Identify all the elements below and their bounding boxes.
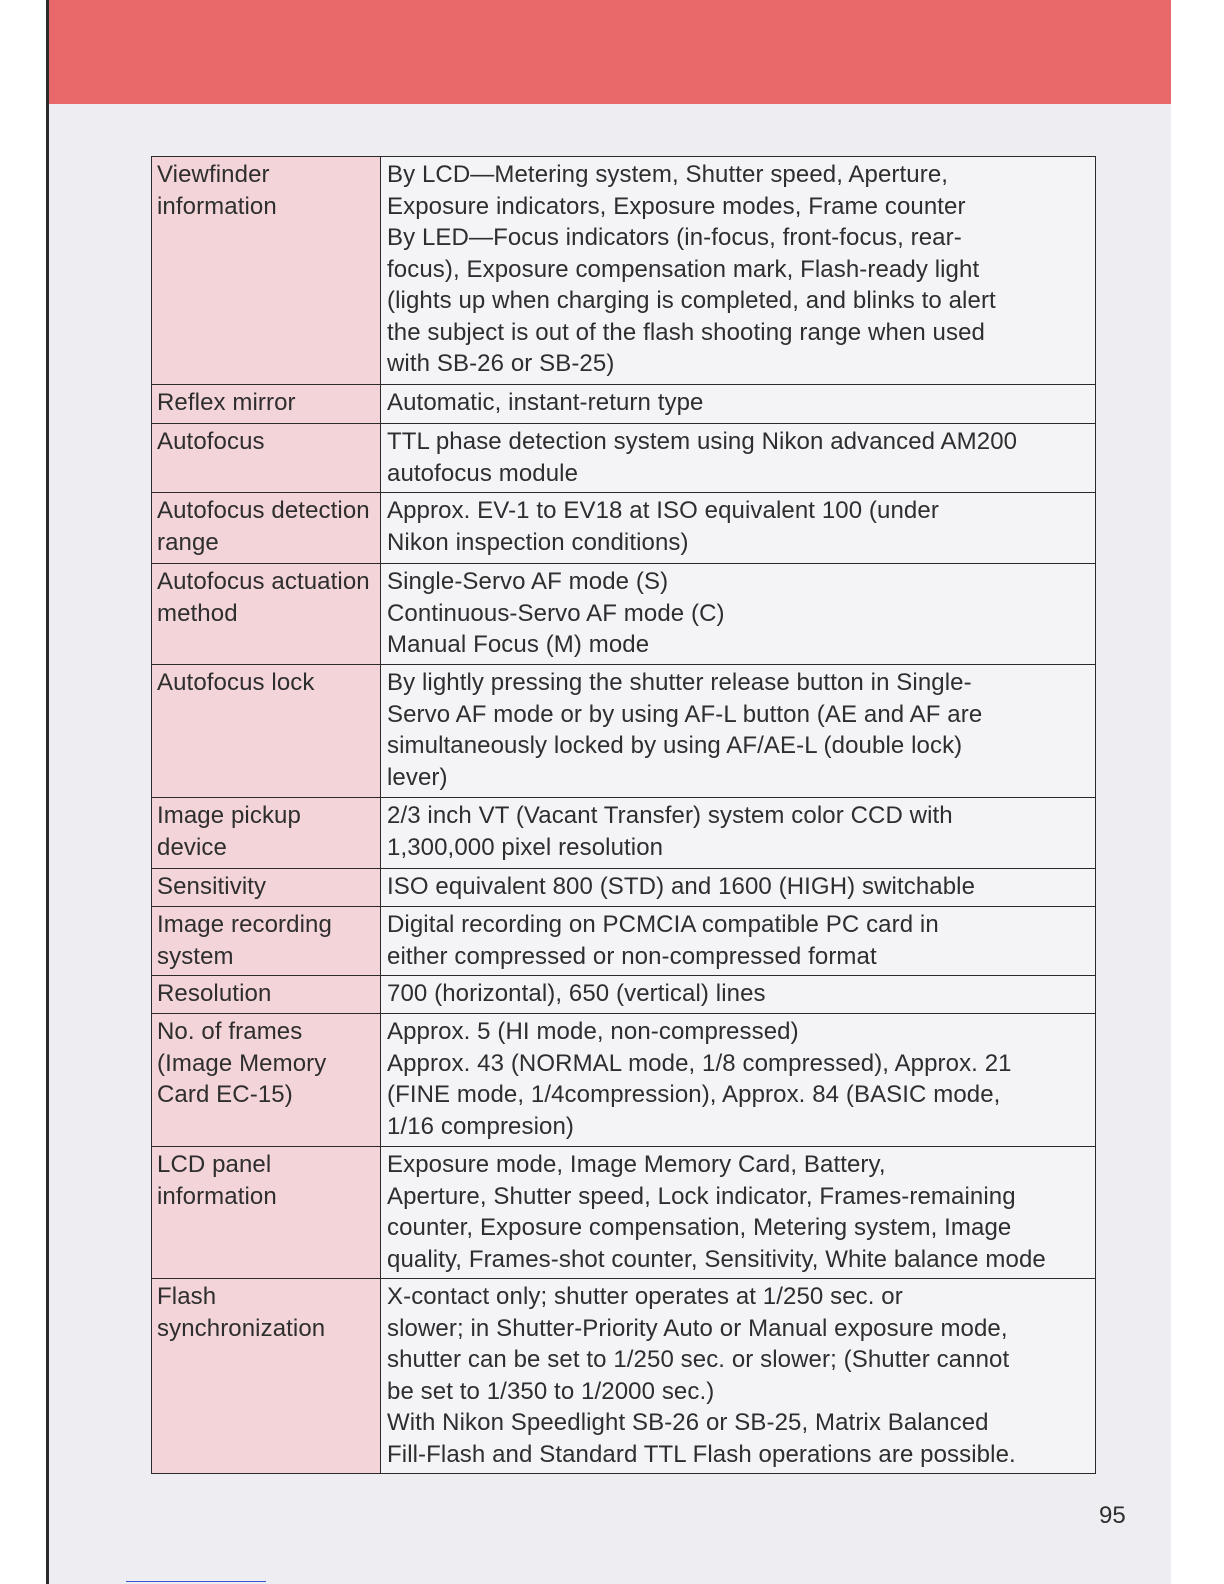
specifications-table-body: [152, 157, 1096, 1474]
spec-value-line: By lightly pressing the shutter release button in Single-: [387, 669, 972, 696]
spec-value: [381, 493, 1096, 564]
spec-row: [152, 1147, 1096, 1279]
scan-left-margin: [0, 0, 48, 1584]
spec-value: [381, 564, 1096, 665]
spec-value-line: Continuous-Servo AF mode (C): [387, 599, 725, 627]
spec-value-line: Single-Servo AF mode (S): [387, 568, 669, 595]
spec-row: [152, 1279, 1096, 1474]
spec-value-line: Exposure indicators, Exposure modes, Frame counter: [387, 192, 966, 220]
spec-row: [152, 869, 1096, 907]
spec-value-line: (lights up when charging is completed, and blinks to alert: [387, 287, 996, 314]
spec-value-line: Approx. EV-1 to EV18 at ISO equivalent 100 (under: [387, 497, 939, 524]
spec-label: Reflex mirror: [152, 385, 381, 424]
spec-value-line: Approx. 5 (HI mode, non-compressed): [387, 1018, 799, 1045]
scan-right-margin: [1171, 0, 1224, 1584]
spec-row: [152, 976, 1096, 1014]
spec-label: Flash synchronization: [152, 1279, 381, 1474]
spec-label: Autofocus: [152, 424, 381, 493]
spec-label: Autofocus lock: [152, 665, 381, 798]
spec-value-line: TTL phase detection system using Nikon advanced AM200: [387, 428, 1018, 455]
spec-value-line: quality, Frames-shot counter, Sensitivity, White balance mode: [387, 1245, 1046, 1273]
spec-value-line: Automatic, instant-return type: [387, 389, 704, 416]
spec-row: [152, 907, 1096, 976]
spec-row: [152, 424, 1096, 493]
spec-value-line: focus), Exposure compensation mark, Flash-ready light: [387, 255, 980, 283]
footer-link-underline: [126, 1581, 266, 1582]
spec-label: No. of frames (Image Memory Card EC-15): [152, 1014, 381, 1147]
spec-value-line: By LED—Focus indicators (in-focus, front-focus, rear-: [387, 224, 962, 251]
spec-value-line: be set to 1/350 to 1/2000 sec.): [387, 1377, 715, 1405]
spec-label: Image pickup device: [152, 798, 381, 869]
spec-value-line: With Nikon Speedlight SB-26 or SB-25, Matrix Balanced: [387, 1409, 989, 1436]
spec-row: [152, 665, 1096, 798]
spec-label: LCD panel information: [152, 1147, 381, 1279]
header-band: [49, 0, 1171, 104]
spec-value-line: shutter can be set to 1/250 sec. or slower; (Shutter cannot: [387, 1346, 1010, 1373]
spec-label: Autofocus actuation method: [152, 564, 381, 665]
spec-value: [381, 157, 1096, 385]
spec-value-line: simultaneously locked by using AF/AE-L (double lock): [387, 732, 963, 759]
spec-value-line: 700 (horizontal), 650 (vertical) lines: [387, 980, 766, 1007]
spec-value: [381, 1147, 1096, 1279]
spec-label: Sensitivity: [152, 869, 381, 907]
spec-value-line: Manual Focus (M) mode: [387, 631, 650, 658]
spec-value-line: Aperture, Shutter speed, Lock indicator, Frames-remaining: [387, 1182, 1016, 1210]
spec-row: [152, 385, 1096, 424]
spec-value: [381, 385, 1096, 424]
spec-value-line: 1/16 compresion): [387, 1112, 575, 1140]
spec-value-line: autofocus module: [387, 459, 579, 487]
specifications-table: [151, 156, 1096, 1474]
spec-value-line: lever): [387, 763, 448, 791]
spec-value-line: Digital recording on PCMCIA compatible PC card in: [387, 911, 939, 938]
spec-value: [381, 798, 1096, 869]
spec-value: [381, 1014, 1096, 1147]
spec-row: [152, 798, 1096, 869]
spec-value-line: either compressed or non-compressed format: [387, 942, 877, 970]
spec-value-line: with SB-26 or SB-25): [387, 350, 615, 377]
spec-value-line: 2/3 inch VT (Vacant Transfer) system color CCD with: [387, 802, 953, 829]
spec-value-line: Approx. 43 (NORMAL mode, 1/8 compressed), Approx. 21: [387, 1049, 1012, 1077]
spec-label: Resolution: [152, 976, 381, 1014]
spec-value: [381, 869, 1096, 907]
spec-label: Autofocus detection range: [152, 493, 381, 564]
spec-value-line: ISO equivalent 800 (STD) and 1600 (HIGH) switchable: [387, 873, 976, 900]
spec-row: [152, 1014, 1096, 1147]
spec-value-line: counter, Exposure compensation, Metering system, Image: [387, 1214, 1012, 1241]
page-number: 95: [1099, 1502, 1126, 1529]
spec-value-line: (FINE mode, 1/4compression), Approx. 84 (BASIC mode,: [387, 1081, 1001, 1108]
spec-value-line: Nikon inspection conditions): [387, 528, 689, 556]
spec-value-line: Fill-Flash and Standard TTL Flash operations are possible.: [387, 1440, 1016, 1468]
spec-label: Viewfinder information: [152, 157, 381, 385]
spec-value-line: By LCD—Metering system, Shutter speed, Aperture,: [387, 161, 949, 188]
spec-value: [381, 907, 1096, 976]
spec-value-line: Servo AF mode or by using AF-L button (AE and AF are: [387, 700, 983, 728]
spec-value-line: the subject is out of the flash shooting range when used: [387, 318, 985, 346]
spec-value: [381, 424, 1096, 493]
spec-row: [152, 157, 1096, 385]
spec-value: [381, 1279, 1096, 1474]
spec-value-line: X-contact only; shutter operates at 1/250 sec. or: [387, 1283, 903, 1310]
spec-value: [381, 976, 1096, 1014]
spec-label: Image recording system: [152, 907, 381, 976]
spec-row: [152, 564, 1096, 665]
spec-value: [381, 665, 1096, 798]
spec-value-line: 1,300,000 pixel resolution: [387, 833, 664, 861]
spec-value-line: Exposure mode, Image Memory Card, Battery,: [387, 1151, 886, 1178]
spec-value-line: slower; in Shutter-Priority Auto or Manual exposure mode,: [387, 1314, 1008, 1342]
spec-row: [152, 493, 1096, 564]
